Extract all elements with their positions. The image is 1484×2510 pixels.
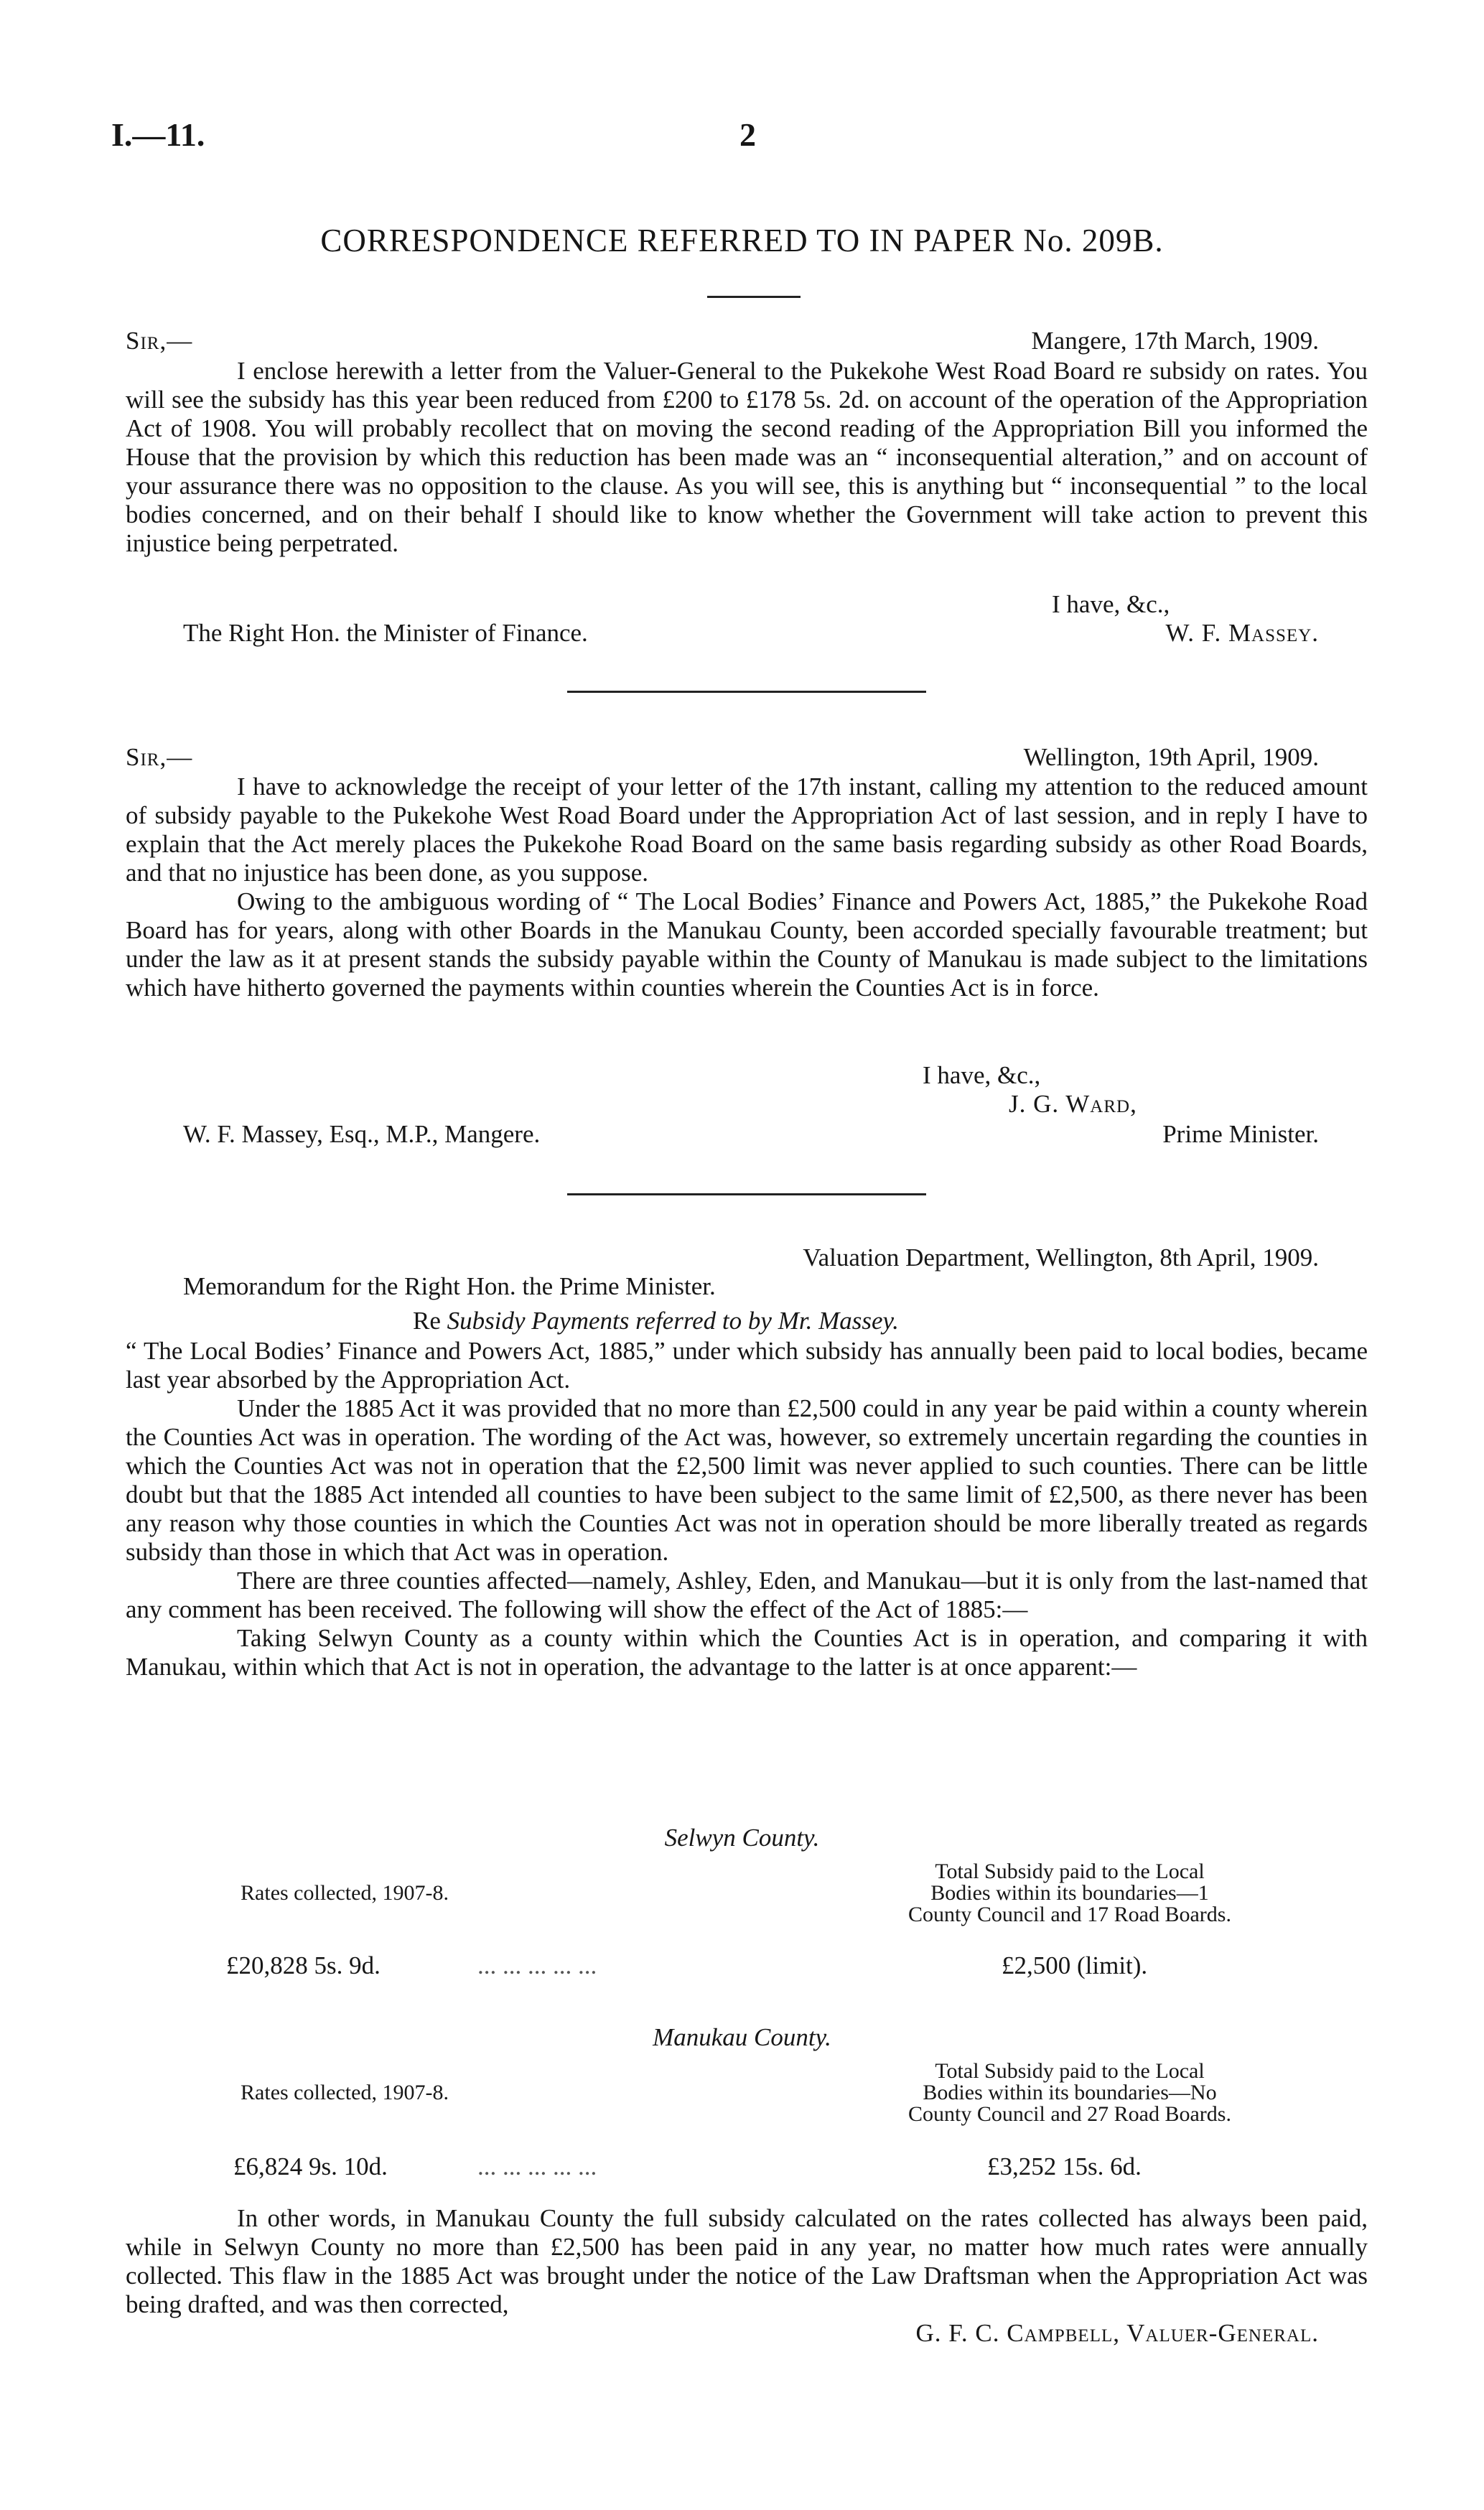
memo-para4: Taking Selwyn County as a county within which the Counties Act is in operation, and comparing it with Manukau, within which that Act is not in operation, the advantage to the latter is at once apparent:— — [126, 1624, 1368, 1681]
letter1-body: I enclose herewith a letter from the Valuer-General to the Pukekohe West Road Board re subsidy on rates. You will see the subsidy has this year been reduced from £200 to £178 5s. 2d. on account of the operation of the Appropriation Act of 1908. You will probably recollect that on moving the second reading of the Appropriation Bill you informed the House that the provision by which this reduction has been made was an “ inconsequential alteration,” and on account of your assurance there was no opposition to the clause. As you will see, this is anything but “ inconsequential ” to the local bodies concerned, and on their behalf I should like to know whether the Government will take action to prevent this injustice being perpetrated. — [126, 357, 1368, 557]
memo-text — [126, 1337, 1368, 1681]
memo-para5: In other words, in Manukau County the full subsidy calculated on the rates collected has always been paid, while in Selwyn County no more than £2,500 has been paid in any year, no matter how much rates were annually collected. This flaw in the 1885 Act was brought under the notice of the Law Draftsman when the Appropriation Act was being drafted, and was then corrected, — [126, 2204, 1368, 2318]
letter1-closing: I have, &c., — [1052, 590, 1170, 618]
page-id: I.—11. — [111, 116, 205, 153]
table1-right-header: Total Subsidy paid to the Local Bodies within its boundaries—1 County Council and 17 Road Boards. — [908, 1860, 1231, 1926]
letter2-place-date: Wellington, 19th April, 1909. — [1023, 743, 1319, 771]
letter2-addressee: W. F. Massey, Esq., M.P., Mangere. — [183, 1120, 541, 1148]
letter2-closing: I have, &c., — [923, 1061, 1041, 1089]
memo-re — [413, 1307, 899, 1335]
table1-rates: £20,828 5s. 9d. — [226, 1951, 381, 1979]
table1-leader-dots: ... ... ... ... ... — [477, 1951, 597, 1979]
table1-county: Selwyn County. — [664, 1824, 820, 1852]
table2-left-header: Rates collected, 1907-8. — [241, 2081, 449, 2104]
letter2-signature-title: Prime Minister. — [1162, 1120, 1319, 1148]
separator-rule — [567, 691, 926, 693]
letter2-text — [126, 773, 1368, 1002]
table2-rates: £6,824 9s. 10d. — [233, 2152, 388, 2180]
page-number: 2 — [739, 116, 756, 153]
memo-place-date: Valuation Department, Wellington, 8th April, 1909. — [803, 1244, 1319, 1272]
memo-para3: There are three counties affected—namely, Ashley, Eden, and Manukau—but it is only from the last-named that any comment has been received. The following will show the effect of the Act of 1885:— — [126, 1567, 1368, 1623]
table1-subsidy: £2,500 (limit). — [1002, 1951, 1148, 1979]
letter1-addressee: The Right Hon. the Minister of Finance. — [183, 619, 588, 647]
table2-subsidy: £3,252 15s. 6d. — [987, 2152, 1142, 2180]
page-title: CORRESPONDENCE REFERRED TO IN PAPER No. 209B. — [320, 223, 1164, 258]
letter2-para1: I have to acknowledge the receipt of your letter of the 17th instant, calling my attention to the reduced amount of subsidy payable to the Pukekohe West Road Board under the Appropriation Act of last session, and in reply I have to explain that the Act merely places the Pukekohe Road Board on the same basis regarding subsidy as other Road Boards, and that no injustice has been done, as you suppose. — [126, 773, 1368, 887]
memo-to: Memorandum for the Right Hon. the Prime Minister. — [183, 1272, 716, 1300]
table1-left-header: Rates collected, 1907-8. — [241, 1881, 449, 1905]
memo-re-subject: Subsidy Payments referred to by Mr. Massey. — [447, 1307, 899, 1335]
table2-county: Manukau County. — [653, 2023, 831, 2051]
letter2-salutation: Sir,— — [126, 743, 193, 771]
memo-para2: Under the 1885 Act it was provided that no more than £2,500 could in any year be paid within a county wherein the Counties Act was in operation. The wording of the Act was, however, so extremely uncertain regarding the counties in which the Counties Act was not in operation that the £2,500 limit was never applied to such counties. There can be little doubt but that the 1885 Act intended all counties to have been subject to the same limit of £2,500, as there never has been any reason why those counties in which the Counties Act was not in operation should be more liberally treated as regards subsidy than those in which that Act was in operation. — [126, 1394, 1368, 1566]
letter2-para2: Owing to the ambiguous wording of “ The Local Bodies’ Finance and Powers Act, 1885,” the Pukekohe Road Board has for years, along with other Boards in the Manukau County, been accorded specially favourable treatment; but under the law as it at present stands the subsidy payable within the County of Manukau is made subject to the limitations which have hitherto governed the payments within counties wherein the Counties Act is in force. — [126, 887, 1368, 1002]
memo-signature: G. F. C. Campbell, Valuer-General. — [915, 2319, 1319, 2347]
letter1-place-date: Mangere, 17th March, 1909. — [1031, 327, 1319, 355]
letter1-salutation: Sir,— — [126, 327, 193, 355]
table2-right-header: Total Subsidy paid to the Local Bodies within its boundaries—No County Council and 27 Road Boards. — [908, 2059, 1231, 2126]
letter2-signature: J. G. Ward, — [1009, 1090, 1137, 1118]
letter1-signature: W. F. Massey. — [1165, 619, 1319, 647]
memo-para1: “ The Local Bodies’ Finance and Powers Act, 1885,” under which subsidy has annually been paid to local bodies, became last year absorbed by the Appropriation Act. — [126, 1337, 1368, 1394]
title-rule — [707, 296, 801, 298]
separator-rule — [567, 1193, 926, 1195]
table2-leader-dots: ... ... ... ... ... — [477, 2152, 597, 2180]
memo-re-prefix: Re — [413, 1307, 441, 1335]
